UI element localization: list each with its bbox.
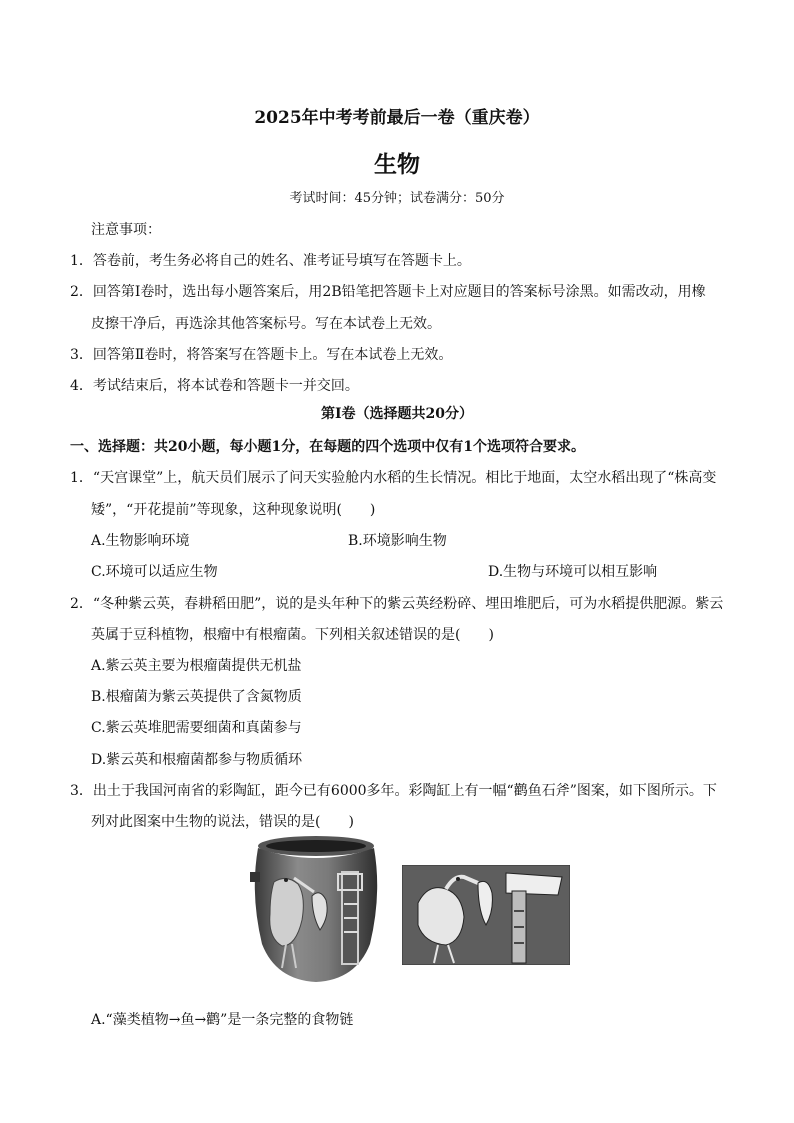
section-instruction: 一、选择题：共20小题，每小题1分，在每题的四个选项中仅有1个选项符合要求。 <box>70 439 585 455</box>
question-2-option-a: A.紫云英主要为根瘤菌提供无机盐 <box>91 658 302 674</box>
question-3-stem: 列对此图案中生物的说法，错误的是( ) <box>91 814 354 830</box>
question-1-option-a: A.生物影响环境 <box>91 533 190 549</box>
exam-title: 2025年中考考前最后一卷（重庆卷） <box>254 108 540 128</box>
notice-item: 3．回答第Ⅱ卷时，将答案写在答题卡上。写在本试卷上无效。 <box>70 347 453 363</box>
pottery-jar-image <box>246 834 386 984</box>
question-3-option-a: A.“藻类植物→鱼→鹳”是一条完整的食物链 <box>91 1012 354 1028</box>
question-1-option-c: C.环境可以适应生物 <box>91 564 218 580</box>
question-2-option-d: D.紫云英和根瘤菌都参与物质循环 <box>91 752 303 768</box>
section-title: 第Ⅰ卷（选择题共20分） <box>320 406 474 422</box>
stork-fish-axe-pattern-image <box>402 865 570 965</box>
question-1-stem: 矮”，“开花提前”等现象，这种现象说明( ) <box>91 502 376 518</box>
question-2-option-b: B.根瘤菌为紫云英提供了含氮物质 <box>91 689 302 705</box>
notice-heading: 注意事项： <box>91 222 161 238</box>
notice-item: 皮擦干净后，再选涂其他答案标号。写在本试卷上无效。 <box>91 316 441 332</box>
question-1-option-d: D.生物与环境可以相互影响 <box>488 564 658 580</box>
exam-info: 考试时间：45分钟；试卷满分：50分 <box>289 191 505 206</box>
question-2-stem: 英属于豆科植物，根瘤中有根瘤菌。下列相关叙述错误的是( ) <box>91 627 494 643</box>
subject-title: 生物 <box>374 151 420 178</box>
question-1-stem: 1．“天宫课堂”上，航天员们展示了问天实验舱内水稻的生长情况。相比于地面，太空水稻出现了“株高变 <box>70 470 717 486</box>
question-1-option-b: B.环境影响生物 <box>348 533 447 549</box>
question-2-stem: 2．“冬种紫云英，春耕稻田肥”，说的是头年种下的紫云英经粉碎、埋田堆肥后，可为水稻提供肥源。紫云 <box>70 596 724 612</box>
notice-item: 1．答卷前，考生务必将自己的姓名、准考证号填写在答题卡上。 <box>70 253 471 269</box>
question-2-option-c: C.紫云英堆肥需要细菌和真菌参与 <box>91 720 302 736</box>
notice-item: 4．考试结束后，将本试卷和答题卡一并交回。 <box>70 378 359 394</box>
question-3-stem: 3．出土于我国河南省的彩陶缸，距今已有6000多年。彩陶缸上有一幅“鹳鱼石斧”图案，如下图所示。下 <box>70 783 717 799</box>
notice-item: 2．回答第Ⅰ卷时，选出每小题答案后，用2B铅笔把答题卡上对应题目的答案标号涂黑。如需改动，用橡 <box>70 284 706 300</box>
